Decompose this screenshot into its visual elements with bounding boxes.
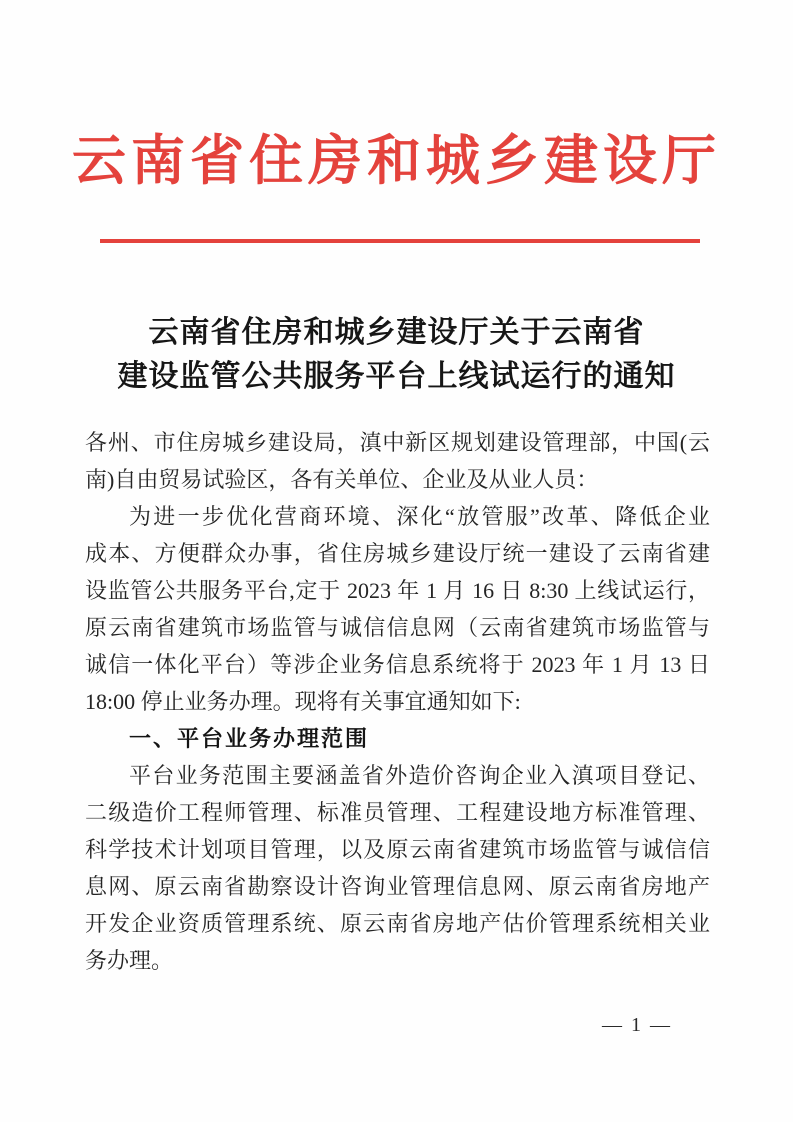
document-title-line-2: 建设监管公共服务平台上线试运行的通知 <box>117 360 676 393</box>
letterhead-title: 云南省住房和城乡建设厅 <box>72 131 721 191</box>
body-line: 成本、方便群众办事，省住房城乡建设厅统一建设了云南省建 <box>85 541 710 566</box>
body-line: 平台业务范围主要涵盖省外造价咨询企业入滇项目登记、 <box>129 763 710 788</box>
document-body <box>85 424 710 979</box>
body-line: 诚信一体化平台）等涉企业务信息系统将于 2023 年 1 月 13 日 <box>85 652 710 677</box>
letterhead-divider <box>100 239 700 243</box>
document-title-line-1: 云南省住房和城乡建设厅关于云南省 <box>148 316 645 349</box>
section-heading: 一、平台业务办理范围 <box>129 726 370 751</box>
body-line: 二级造价工程师管理、标准员管理、工程建设地方标准管理、 <box>85 800 710 825</box>
body-line: 各州、市住房城乡建设局，滇中新区规划建设管理部，中国(云 <box>85 430 710 455</box>
body-line: 科学技术计划项目管理，以及原云南省建筑市场监管与诚信信 <box>85 837 710 862</box>
body-line: 18:00 停止业务办理。现将有关事宜通知如下: <box>85 689 521 714</box>
body-line: 南)自由贸易试验区，各有关单位、企业及从业人员： <box>85 467 599 492</box>
body-line: 设监管公共服务平台,定于 2023 年 1 月 16 日 8:30 上线试运行， <box>85 578 710 603</box>
page-number: — 1 — <box>602 1014 672 1036</box>
body-line: 息网、原云南省勘察设计咨询业管理信息网、原云南省房地产 <box>85 874 710 899</box>
body-line: 为进一步优化营商环境、深化“放管服”改革、降低企业 <box>129 504 710 529</box>
document-title <box>0 311 793 399</box>
body-line: 开发企业资质管理系统、原云南省房地产估价管理系统相关业 <box>85 911 710 936</box>
body-line: 务办理。 <box>85 948 174 973</box>
body-line: 原云南省建筑市场监管与诚信信息网（云南省建筑市场监管与 <box>85 615 710 640</box>
